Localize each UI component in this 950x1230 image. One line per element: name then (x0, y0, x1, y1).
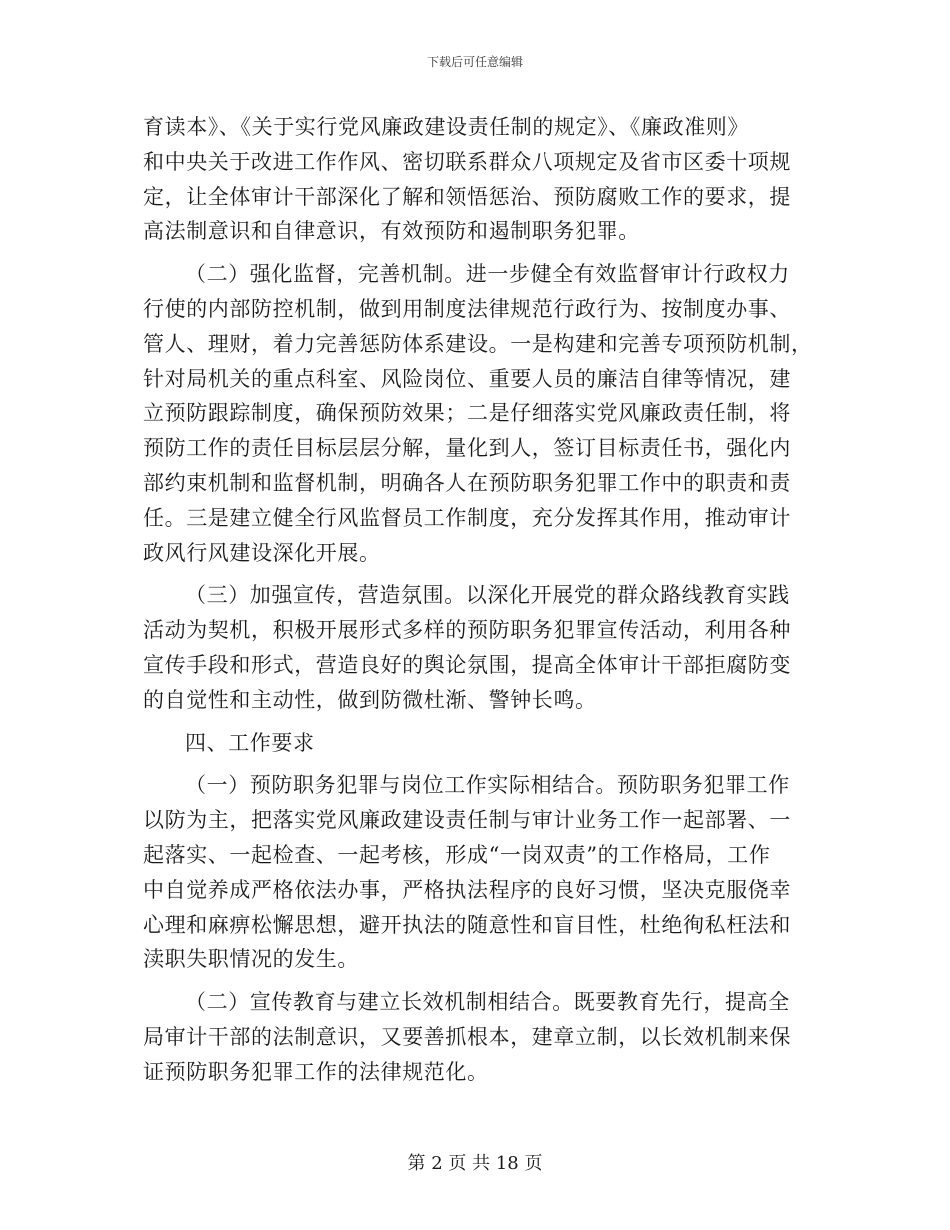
section-heading (143, 726, 803, 761)
text-line: （一）预防职务犯罪与岗位工作实际相结合。预防职务犯罪工作 (185, 773, 790, 798)
text-line: （二）强化监督，完善机制。进一步健全有效监督审计行政权力 (185, 262, 790, 287)
text-line: 行使的内部防控机制，做到用制度法律规范行政行为、按制度办事、 (143, 296, 791, 321)
text-line: 政风行风建设深化开展。 (143, 540, 381, 565)
text-line: 宣传手段和形式，营造良好的舆论氛围，提高全体审计干部拒腐防变 (143, 652, 791, 677)
paragraph-continuation (143, 110, 803, 249)
paragraph-publicity (143, 578, 803, 717)
text-line: 渎职失职情况的发生。 (143, 947, 359, 972)
text-line: （三）加强宣传，营造氛围。以深化开展党的群众路线教育实践 (185, 583, 790, 608)
paragraph-strengthen-supervision (143, 257, 813, 570)
text-line: 和中央关于改进工作作风、密切联系群众八项规定及省市区委十项规 (143, 149, 791, 174)
text-line: 立预防跟踪制度，确保预防效果；二是仔细落实党风廉政责任制，将 (143, 401, 791, 426)
text-line: 预防工作的责任目标层层分解，量化到人，签订目标责任书，强化内 (143, 436, 791, 461)
text-line: （二）宣传教育与建立长效机制相结合。既要教育先行，提高全 (185, 990, 790, 1015)
text-line: 管人、理财，着力完善惩防体系建设。一是构建和完善专项预防机制， (143, 331, 813, 356)
text-line: 定，让全体审计干部深化了解和领悟惩治、预防腐败工作的要求，提 (143, 184, 791, 209)
page-number-footer: 第 2 页 共 18 页 (407, 1153, 543, 1174)
text-line: 育读本》、《关于实行党风廉政建设责任制的规定》、《廉政准则》 (143, 115, 749, 139)
text-line: 的自觉性和主动性，做到防微杜渐、警钟长鸣。 (143, 687, 597, 712)
paragraph-requirement-two (143, 985, 803, 1089)
text-line: 针对局机关的重点科室、风险岗位、重要人员的廉洁自律等情况，建 (143, 366, 791, 391)
page-header: 下载后可任意编辑 (426, 55, 523, 69)
section-heading-text: 四、工作要求 (185, 730, 315, 755)
text-line: 以防为主，把落实党风廉政建设责任制与审计业务工作一起部署、一 (143, 808, 791, 833)
text-line: 中自觉养成严格依法办事，严格执法程序的良好习惯，坚决克服侥幸 (143, 877, 791, 902)
document-body (143, 110, 813, 1090)
text-line: 心理和麻痹松懈思想，避开执法的随意性和盲目性，杜绝徇私枉法和 (143, 912, 791, 937)
text-line: 证预防职务犯罪工作的法律规范化。 (143, 1059, 489, 1084)
text-line: 局审计干部的法制意识，又要善抓根本，建章立制，以长效机制来保 (143, 1024, 791, 1049)
text-line: 任。三是建立健全行风监督员工作制度，充分发挥其作用，推动审计 (143, 505, 791, 530)
text-line: 起落实、一起检查、一起考核，形成“一岗双责”的工作格局，工作 (143, 842, 771, 867)
text-line: 高法制意识和自律意识，有效预防和遏制职务犯罪。 (143, 219, 640, 244)
paragraph-requirement-one (143, 768, 803, 977)
text-line: 活动为契机，积极开展形式多样的预防职务犯罪宣传活动，利用各种 (143, 618, 791, 643)
text-line: 部约束机制和监督机制，明确各人在预防职务犯罪工作中的职责和责 (143, 470, 791, 495)
